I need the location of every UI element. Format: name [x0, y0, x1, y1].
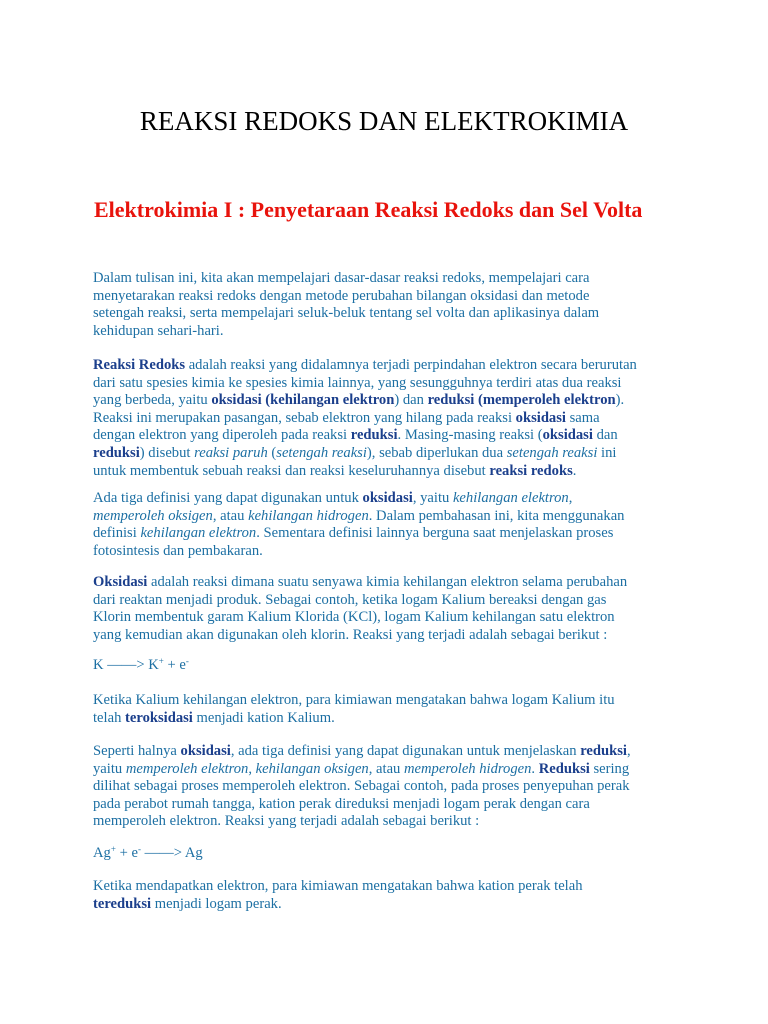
equation-part: + e	[163, 657, 186, 673]
term-reduksi: Reduksi	[538, 760, 590, 777]
text-run: memperoleh elektron. Reaksi yang terjadi adalah sebagai berikut :	[93, 813, 480, 830]
text-run: ).	[615, 392, 625, 409]
text-run: .	[572, 462, 577, 479]
text-line: menyetarakan reaksi redoks dengan metode perubahan bilangan oksidasi dan metode	[93, 287, 590, 304]
text-run: ) disebut	[139, 444, 195, 461]
text-run: , yaitu	[412, 490, 453, 506]
term-reaksi-paruh: reaksi paruh	[194, 444, 268, 461]
document-subtitle: Elektrokimia I : Penyetaraan Reaksi Redoks dan Sel Volta	[94, 197, 643, 222]
term-reduksi: reduksi	[93, 444, 140, 461]
text-run: , atau	[368, 760, 404, 777]
term-reduksi: reduksi	[350, 427, 398, 444]
term-oksidasi: oksidasi	[362, 490, 413, 506]
paragraph-tereduksi	[93, 878, 693, 913]
equation-part: K ——> K	[93, 657, 159, 673]
text-run: . Sementara definisi lainnya berguna saat menjelaskan proses	[256, 525, 614, 542]
term-reduksi: reduksi (memperoleh elektron	[427, 392, 616, 409]
text-run: dilihat sebagai proses memperoleh elektron. Sebagai contoh, pada proses penyepuhan perak	[93, 778, 630, 795]
text-run: . Dalam pembahasan ini, kita menggunakan	[368, 507, 625, 524]
superscript: -	[185, 656, 189, 666]
text-run: Seperti halnya	[93, 743, 181, 759]
text-run: .	[531, 760, 539, 777]
term-kehilangan-elektron: kehilangan elektron	[452, 490, 569, 506]
paragraph-intro	[93, 270, 693, 340]
text-run: ini	[597, 444, 617, 461]
text-run: menjadi kation Kalium.	[192, 709, 335, 726]
text-run: yang kemudian akan digunakan oleh klorin. Reaksi yang terjadi adalah sebagai berikut :	[93, 626, 608, 643]
text-run: Ada tiga definisi yang dapat digunakan untuk	[93, 490, 363, 506]
term-setengah-reaksi: setengah reaksi	[506, 444, 598, 461]
text-line: kehidupan sehari-hari.	[93, 322, 224, 339]
text-run: Klorin membentuk garam Kalium Klorida (KCl), logam Kalium kehilangan satu elektron	[93, 609, 615, 626]
text-run: sama	[565, 409, 600, 426]
term-memperoleh-hidrogen: memperoleh hidrogen	[404, 760, 532, 777]
text-run: yang berbeda, yaitu	[93, 392, 212, 409]
term-tereduksi: tereduksi	[93, 895, 152, 912]
text-run: menjadi logam perak.	[151, 895, 282, 912]
superscript: +	[110, 844, 116, 854]
text-run: yaitu	[93, 760, 126, 777]
text-run: Ketika Kalium kehilangan elektron, para kimiawan mengatakan bahwa logam Kalium itu	[93, 692, 615, 708]
term-memperoleh-oksigen: memperoleh oksigen	[93, 507, 213, 524]
document-title: REAKSI REDOKS DAN ELEKTROKIMIA	[139, 106, 629, 136]
text-run: , atau	[212, 507, 249, 524]
text-run: untuk membentuk sebuah reaksi dan reaksi keseluruhannya disebut	[93, 462, 490, 479]
paragraph-teroksidasi	[93, 692, 693, 727]
text-run: . Masing-masing reaksi (	[397, 427, 543, 444]
text-run: fotosintesis dan pembakaran.	[93, 542, 263, 559]
text-run: ,	[568, 490, 573, 506]
text-run: adalah reaksi yang didalamnya terjadi perpindahan elektron secara berurutan	[185, 357, 637, 373]
text-run: Reaksi ini merupakan pasangan, sebab elektron yang hilang pada reaksi	[93, 409, 516, 426]
text-run: (	[267, 444, 277, 461]
term-teroksidasi: teroksidasi	[125, 709, 193, 726]
equation-part: + e	[115, 845, 138, 861]
term-oksidasi: Oksidasi	[93, 574, 148, 590]
superscript: -	[137, 844, 141, 854]
paragraph-oksidasi	[93, 574, 693, 644]
term-reaksi-redoks: reaksi redoks	[489, 462, 573, 479]
text-run: ) dan	[394, 392, 428, 409]
superscript: +	[158, 656, 164, 666]
text-run: Ketika mendapatkan elektron, para kimiawan mengatakan bahwa kation perak telah	[93, 878, 583, 894]
term-oksidasi: oksidasi	[542, 427, 593, 444]
term-memperoleh-elektron: memperoleh elektron	[125, 760, 249, 777]
text-run: pada perabot rumah tangga, kation perak direduksi menjadi logam perak dengan cara	[93, 795, 590, 812]
equation-kalium	[93, 657, 693, 675]
text-run: definisi	[93, 525, 141, 542]
text-line: setengah reaksi, serta mempelajari seluk-beluk tentang sel volta dan aplikasinya dalam	[93, 305, 600, 322]
text-run: dari reaktan menjadi produk. Sebagai contoh, ketika logam Kalium bereaksi dengan gas	[93, 591, 607, 608]
text-line: Dalam tulisan ini, kita akan mempelajari dasar-dasar reaksi redoks, mempelajari cara	[93, 270, 590, 286]
term-kehilangan-elektron: kehilangan elektron	[140, 525, 257, 542]
term-reaksi-redoks: Reaksi Redoks	[93, 357, 186, 373]
equation-part: ——> Ag	[140, 845, 203, 861]
term-oksidasi: oksidasi	[180, 743, 231, 759]
text-run: , ada tiga definisi yang dapat digunakan untuk menjelaskan	[230, 743, 581, 759]
text-run: ,	[626, 743, 631, 759]
equation-part: Ag	[93, 845, 111, 861]
paragraph-reaksi-redoks	[93, 357, 693, 480]
text-run: dengan elektron yang diperoleh pada reaksi	[93, 427, 351, 444]
equation-perak	[93, 845, 693, 863]
term-oksidasi: oksidasi (kehilangan elektron	[211, 392, 395, 409]
text-run: sering	[589, 760, 630, 777]
term-setengah-reaksi: setengah reaksi	[276, 444, 367, 461]
paragraph-reduksi	[93, 743, 693, 831]
text-run: dan	[592, 427, 618, 444]
text-run: telah	[93, 709, 126, 726]
term-kehilangan-oksigen: kehilangan oksigen	[255, 760, 369, 777]
text-run: ), sebab diperlukan dua	[366, 444, 507, 461]
text-run: ,	[248, 760, 256, 777]
paragraph-definisi-oksidasi	[93, 490, 693, 560]
term-kehilangan-hidrogen: kehilangan hidrogen	[248, 507, 369, 524]
term-oksidasi: oksidasi	[515, 409, 566, 426]
term-reduksi: reduksi	[580, 743, 627, 759]
text-run: dari satu spesies kimia ke spesies kimia lainnya, yang sesungguhnya terdiri atas dua reaksi	[93, 374, 622, 391]
text-run: adalah reaksi dimana suatu senyawa kimia kehilangan elektron selama perubahan	[147, 574, 628, 590]
